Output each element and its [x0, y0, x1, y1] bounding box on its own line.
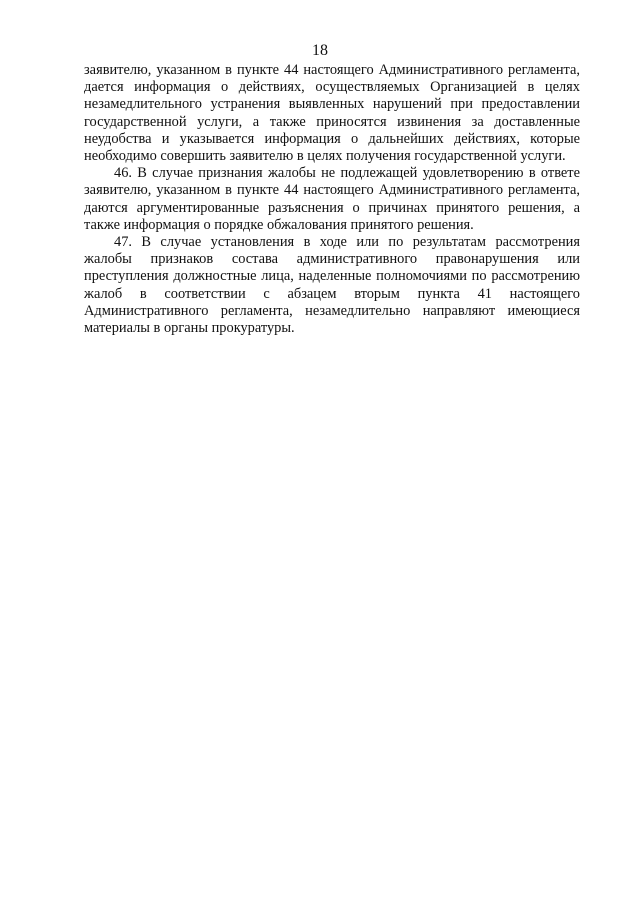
text-line: жалобы признаков состава административного правонарушения или [84, 251, 580, 268]
text-line: неудобства и указывается информация о дальнейших действиях, которые [84, 130, 580, 147]
text-line: государственной услуги, а также приносятся извинения за доставленные [84, 113, 580, 130]
text-line: дается информация о действиях, осуществляемых Организацией в целях [84, 79, 580, 96]
paragraph-46 [84, 165, 580, 234]
text-line: также информация о порядке обжалования принятого решения. [84, 216, 474, 233]
paragraph-continuation [84, 62, 580, 165]
text-line: 46. В случае признания жалобы не подлежащей удовлетворению в ответе [114, 165, 580, 182]
text-line: 47. В случае установления в ходе или по результатам рассмотрения [114, 234, 580, 251]
text-line: даются аргументированные разъяснения о причинах принятого решения, а [84, 199, 580, 216]
text-line: заявителю, указанном в пункте 44 настоящего Административного регламента, [84, 62, 580, 78]
page-number: 18 [312, 42, 328, 59]
paragraph-47 [84, 234, 580, 337]
text-line: заявителю, указанном в пункте 44 настоящего Административного регламента, [84, 182, 580, 199]
text-line: незамедлительного устранения выявленных нарушений при предоставлении [84, 96, 580, 113]
text-line: Административного регламента, незамедлительно направляют имеющиеся [84, 302, 580, 319]
document-body [84, 62, 580, 337]
text-line: материалы в органы прокуратуры. [84, 320, 295, 337]
text-line: преступления должностные лица, наделенные полномочиями по рассмотрению [84, 268, 580, 285]
text-line: необходимо совершить заявителю в целях получения государственной услуги. [84, 148, 566, 165]
text-line: жалоб в соответствии с абзацем вторым пункта 41 настоящего [84, 285, 580, 302]
